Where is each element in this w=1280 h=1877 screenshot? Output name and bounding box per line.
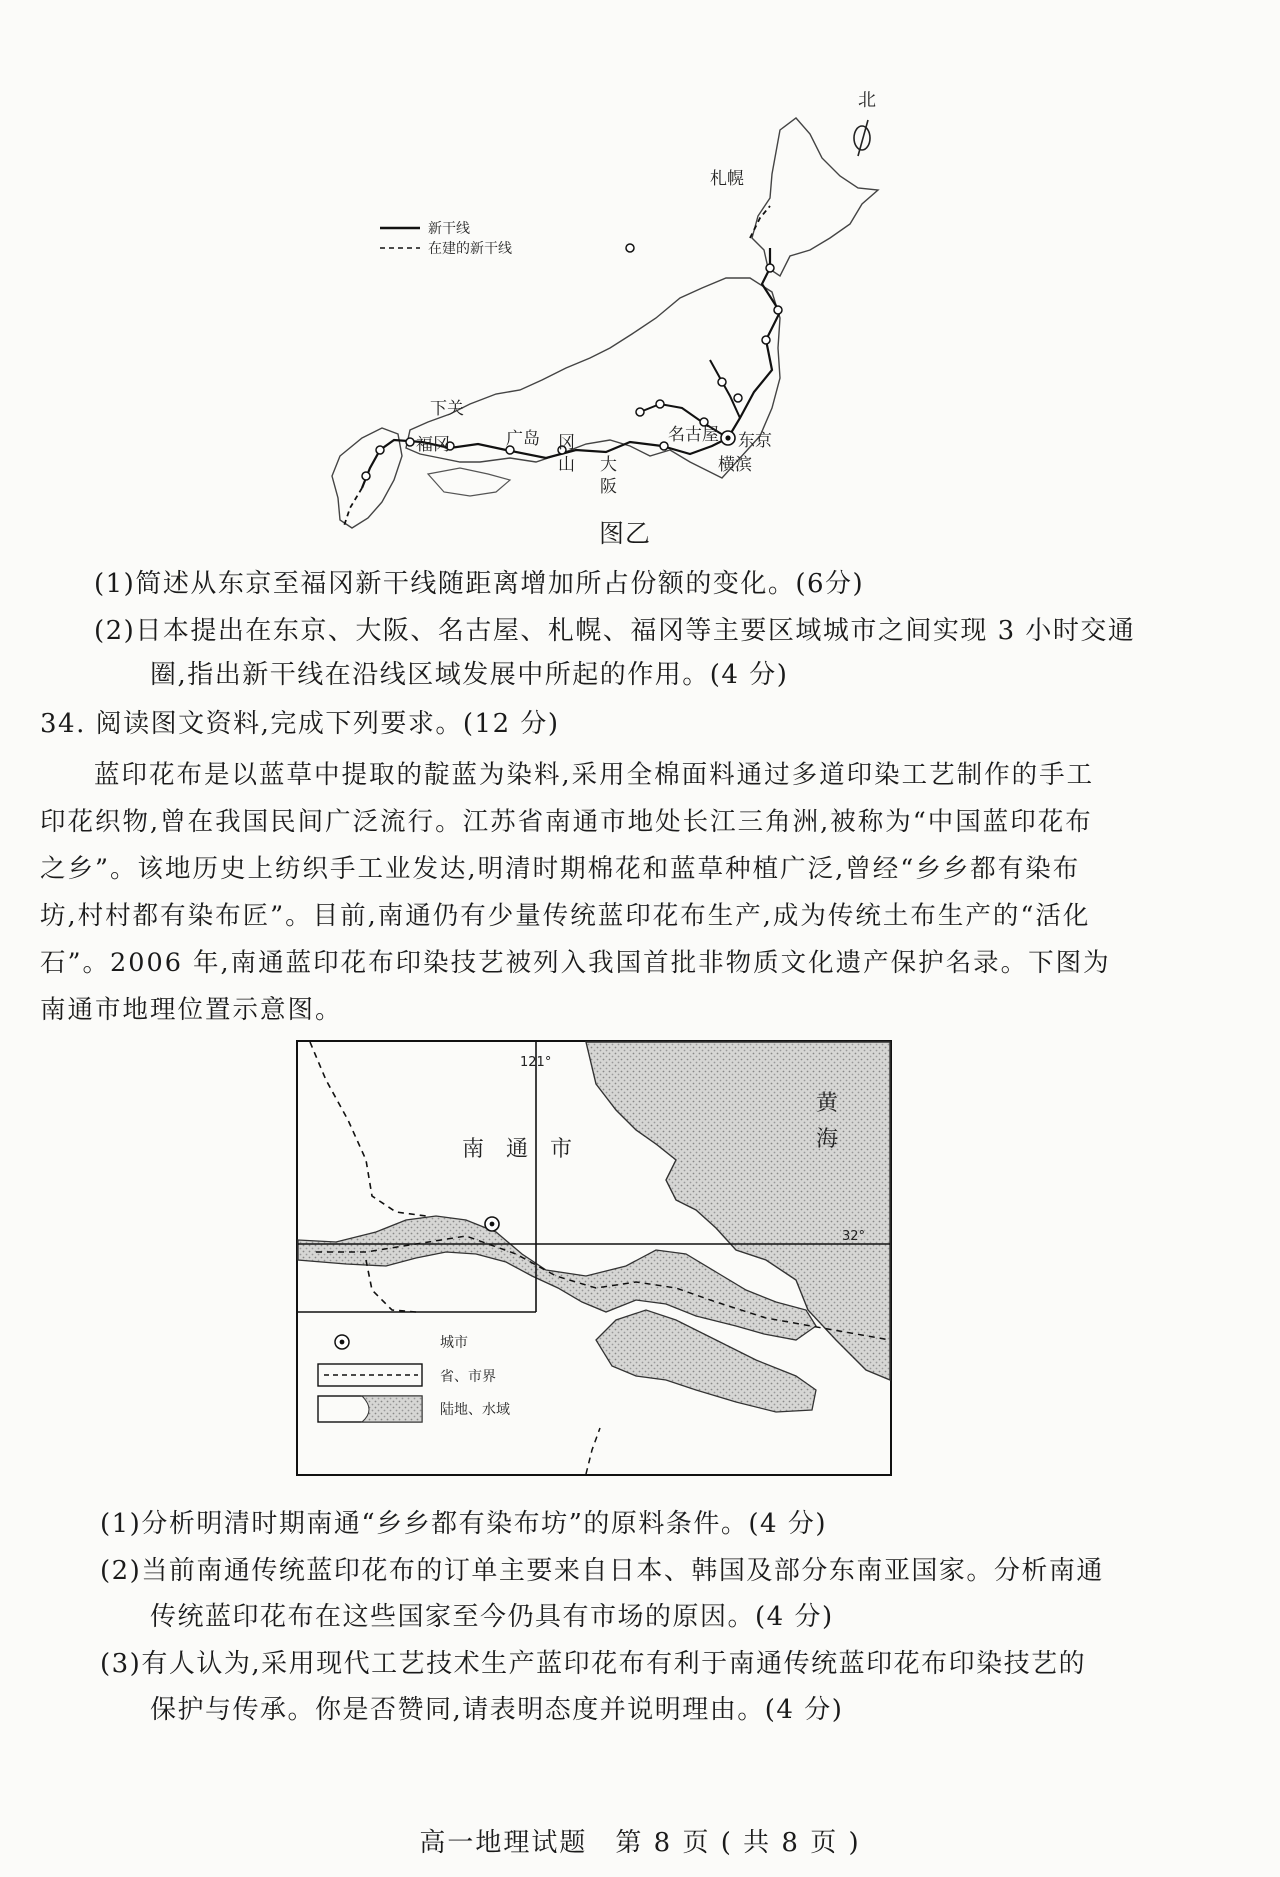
nantong-city-icon — [485, 1217, 499, 1231]
north-label: 北 — [858, 90, 876, 111]
label-fukuoka: 福冈 — [416, 435, 450, 455]
page-footer: 高一地理试题 第 8 页 ( 共 8 页 ) — [419, 1828, 861, 1858]
longitude-label: 121° — [520, 1055, 552, 1070]
figure-caption-b: 图乙 — [598, 519, 651, 548]
q34-paragraph-line-1: 蓝印花布是以蓝草中提取的靛蓝为染料,采用全棉面料通过多道印染工艺制作的手工 — [94, 760, 1095, 790]
label-okayama-1: 冈 — [558, 433, 575, 453]
q34-paragraph-line-6: 南通市地理位置示意图。 — [40, 995, 343, 1025]
yellow-sea-label-1: 黄 — [816, 1091, 839, 1116]
legend-planned-shinkansen: 在建的新干线 — [428, 241, 512, 257]
q34-subquestion-1: (1)分析明清时期南通“乡乡都有染布坊”的原料条件。(4 分) — [100, 1509, 828, 1539]
label-osaka-1: 大 — [600, 455, 617, 475]
q34-paragraph-line-5: 石”。2006 年,南通蓝印花布印染技艺被列入我国首批非物质文化遗产保护名录。下图为 — [40, 948, 1111, 978]
planned-shinkansen-line-kyushu — [344, 488, 362, 526]
q33-subquestion-1: (1)简述从东京至福冈新干线随距离增加所占份额的变化。(6分) — [94, 569, 865, 599]
label-sapporo: 札幌 — [710, 169, 744, 189]
legend-shinkansen: 新干线 — [428, 221, 470, 237]
tokyo-symbol-icon — [721, 431, 735, 445]
shinkansen-branch-1 — [710, 360, 740, 418]
label-shimonoseki: 下关 — [430, 399, 464, 419]
q33-subquestion-2-line2: 圈,指出新干线在沿线区域发展中所起的作用。(4 分) — [150, 660, 789, 690]
q34-subquestion-2-line1: (2)当前南通传统蓝印花布的订单主要来自日本、韩国及部分东南亚国家。分析南通 — [100, 1556, 1104, 1586]
q34-subquestion-3-line1: (3)有人认为,采用现代工艺技术生产蓝印花布有利于南通传统蓝印花布印染技艺的 — [100, 1649, 1087, 1679]
q34-paragraph-line-4: 坊,村村都有染布匠”。目前,南通仍有少量传统蓝印花布生产,成为传统土布生产的“活化 — [40, 901, 1091, 931]
q34-paragraph-line-3: 之乡”。该地历史上纺织手工业发达,明清时期棉花和蓝草种植广泛,曾经“乡乡都有染布 — [40, 854, 1081, 884]
latitude-label: 32° — [842, 1229, 866, 1244]
japan-shinkansen-map — [310, 78, 950, 548]
label-yokohama: 横滨 — [718, 455, 752, 475]
yellow-sea-label-2: 海 — [816, 1127, 839, 1152]
label-osaka-2: 阪 — [600, 477, 617, 497]
japan-map-svg — [310, 78, 950, 548]
legend-land-water: 陆地、水域 — [440, 1402, 510, 1418]
legend-boundary: 省、市界 — [440, 1369, 496, 1385]
label-nagoya: 名古屋 — [668, 425, 719, 445]
shikoku-outline — [428, 468, 510, 496]
label-tokyo: 东京 — [738, 431, 772, 451]
nantong-map-svg — [296, 1040, 892, 1476]
label-okayama-2: 山 — [558, 455, 575, 475]
legend-city: 城市 — [440, 1335, 468, 1351]
q34-title: 34. 阅读图文资料,完成下列要求。(12 分) — [40, 709, 560, 739]
label-hiroshima: 广岛 — [506, 429, 540, 449]
station-sapporo — [626, 244, 634, 252]
q34-paragraph-line-2: 印花织物,曾在我国民间广泛流行。江苏省南通市地处长江三角洲,被称为“中国蓝印花布 — [40, 807, 1093, 837]
q34-subquestion-2-line2: 传统蓝印花布在这些国家至今仍具有市场的原因。(4 分) — [150, 1602, 834, 1632]
q33-subquestion-2-line1: (2)日本提出在东京、大阪、名古屋、札幌、福冈等主要区域城市之间实现 3 小时交通 — [94, 616, 1136, 646]
q34-subquestion-3-line2: 保护与传承。你是否赞同,请表明态度并说明理由。(4 分) — [150, 1695, 844, 1725]
map-legend — [380, 220, 512, 257]
nantong-label: 南 通 市 — [462, 1137, 573, 1162]
nantong-location-map — [296, 1040, 892, 1476]
north-arrow-icon — [854, 120, 870, 156]
